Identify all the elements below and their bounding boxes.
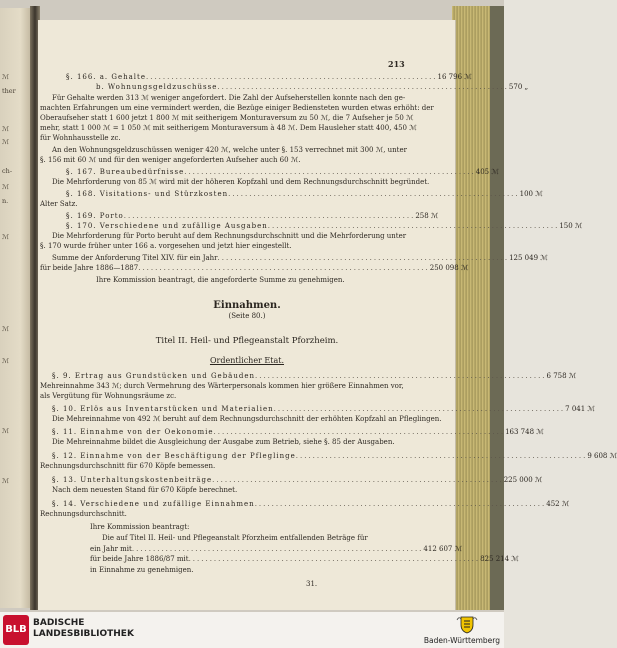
left-fragment: ther (2, 87, 16, 95)
row-label: §. 13. Unterhaltungskostenbeiträge (52, 476, 213, 484)
row-label: Summe der Anforderung Titel XIV. für ein Jahr (52, 254, 218, 262)
library-name-line: BADISCHE (33, 618, 85, 628)
paragraph-line: Alter Satz. (40, 200, 78, 208)
ledger-row: für beide Jahre 1886—1887 ..................................................................... 250 098 ℳ (40, 264, 469, 272)
row-value: 7 041 ℳ (565, 405, 595, 413)
ledger-row: b. Wohnungsgeldzuschüsse ..................................................................... 570 „ (96, 83, 529, 91)
paragraph-line: Die Mehrforderung von 85 ℳ wird mit der höheren Kopfzahl und dem Rechnungsdurchschnitt begründet. (52, 178, 430, 186)
motion-intro: Ihre Kommission beantragt: (90, 523, 190, 531)
ledger-row: §. 169. Porto ..................................................................... 258 ℳ (66, 212, 439, 220)
paragraph-line: §. 156 mit 60 ℳ und für den weniger angeforderten Aufseher auch 60 ℳ. (40, 156, 301, 164)
ledger-row: §. 13. Unterhaltungskostenbeiträge ..................................................................... 225 000 ℳ (52, 476, 543, 484)
row-value: 452 ℳ (546, 500, 570, 508)
library-name-line: LANDESBIBLIOTHEK (33, 629, 134, 639)
row-value: 250 098 ℳ (429, 264, 469, 272)
ledger-row: §. 12. Einnahme von der Beschäftigung der Pfleglinge ..................................................................... 9 608 ℳ (52, 452, 617, 460)
row-value: 6 758 ℳ (546, 372, 577, 380)
ledger-row: §. 170. Verschiedene und zufällige Ausgaben ..................................................................... 150 ℳ (66, 222, 583, 230)
left-fragment: ch- (2, 167, 13, 175)
row-value: 163 748 ℳ (505, 428, 544, 436)
paragraph-line: als Vergütung für Wohnungsräume zc. (40, 392, 177, 400)
row-label: für beide Jahre 1886—1887 (40, 264, 139, 272)
row-label: §. 11. Einnahme von der Oekonomie (52, 428, 214, 436)
left-fragment: ℳ (2, 125, 9, 133)
row-value: 225 000 ℳ (503, 476, 543, 484)
ledger-row: §. 9. Ertrag aus Grundstücken und Gebäuden ..................................................................... 6 758 ℳ (52, 372, 577, 380)
paragraph-line: Ihre Kommission beantragt, die angeforderte Summe zu genehmigen. (96, 276, 345, 284)
state-label: Baden-Württemberg (423, 636, 500, 645)
row-label: für beide Jahre 1886/87 mit (90, 555, 189, 563)
ledger-row: §. 10. Erlös aus Inventarstücken und Materialien ..................................................................... 7 041 ℳ (52, 405, 595, 413)
paragraph-line: mehr, statt 1 000 ℳ = 1 050 ℳ mit seitherigem Monturaversum à 48 ℳ. Dem Hausleher statt 400, 450 ℳ (40, 124, 417, 132)
ledger-row: §. 166. a. Gehalte ..................................................................... 16 796 ℳ (66, 73, 472, 81)
ledger-row: für beide Jahre 1886/87 mit ..................................................................... 825 214 ℳ (90, 555, 519, 563)
left-fragment: ℳ (2, 357, 9, 365)
paragraph-line: An den Wohnungsgeldzuschüssen weniger 420 ℳ, welche unter §. 153 verrechnet mit 300 ℳ, unter (52, 146, 407, 154)
paragraph-line: Rechnungsdurchschnitt. (40, 510, 127, 518)
sheet-mark: 31. (306, 580, 318, 588)
paragraph-line: Die Mehreinnahme bildet die Ausgleichung der Ausgabe zum Betrieb, siehe §. 85 der Ausgaben. (52, 438, 395, 446)
row-label: §. 168. Visitations- und Stürzkosten (66, 190, 229, 198)
ledger-row: §. 167. Bureaubedürfnisse ..................................................................... 405 ℳ (66, 168, 499, 176)
paragraph-line: für Wohnhausstelle zc. (40, 134, 121, 142)
row-value: 100 ℳ (519, 190, 543, 198)
paragraph-line: Die Mehreinnahme von 492 ℳ beruht auf dem Rechnungsdurchschnitt der erhöhten Kopfzahl an Pfleglingen. (52, 415, 442, 423)
ledger-row: §. 14. Verschiedene und zufällige Einnahmen ..................................................................... 452 ℳ (52, 500, 570, 508)
paragraph-line: Für Gehalte werden 313 ℳ weniger angefordert. Die Zahl der Aufseherstellen konnte nach den ge- (52, 94, 406, 102)
paragraph-line: Mehreinnahme 343 ℳ; durch Vermehrung des Wärterpersonals kommen hier größere Einnahmen vor, (40, 382, 404, 390)
row-value: 570 „ (508, 83, 529, 91)
row-value: 9 608 ℳ (587, 452, 617, 460)
paragraph-line: Die Mehrforderung für Porto beruht auf dem Rechnungsdurchschnitt und die Mehrforderung unter (52, 232, 407, 240)
row-label: §. 170. Verschiedene und zufällige Ausgaben (66, 222, 268, 230)
row-value: 825 214 ℳ (480, 555, 519, 563)
row-value: 405 ℳ (475, 168, 499, 176)
row-label: ein Jahr mit (90, 545, 132, 553)
left-fragment: ℳ (2, 477, 9, 485)
section-heading: Einnahmen. (213, 300, 281, 311)
paragraph-line: §. 170 wurde früher unter 166 a. vorgesehen und jetzt hier eingestellt. (40, 242, 292, 250)
left-page-edge (0, 8, 34, 608)
left-fragment: ℳ (2, 427, 9, 435)
left-fragment: ℳ (2, 73, 9, 81)
library-footer (0, 612, 504, 648)
row-label: §. 12. Einnahme von der Beschäftigung der Pfleglinge (52, 452, 296, 460)
baden-wuerttemberg-crest-icon[interactable] (454, 614, 480, 634)
paragraph-line: machten Erfahrungen um eine vermindert werden, die Bezüge einiger Bediensteten wurden etwas erhöht: der (40, 104, 434, 112)
section-subtitle: Ordentlicher Etat. (209, 356, 285, 365)
row-label: §. 10. Erlös aus Inventarstücken und Materialien (52, 405, 274, 413)
left-fragment: ℳ (2, 183, 9, 191)
row-value: 16 796 ℳ (437, 73, 472, 81)
row-label: §. 167. Bureaubedürfnisse (66, 168, 185, 176)
page-number: 213 (388, 59, 405, 69)
section-page-ref: (Seite 80.) (228, 312, 266, 320)
left-fragment: ℳ (2, 325, 9, 333)
motion-line: Die auf Titel II. Heil- und Pflegeanstalt Pforzheim entfallenden Beträge für (102, 534, 368, 542)
book-cover-edge (490, 6, 504, 610)
row-label: §. 166. a. Gehalte (66, 73, 146, 81)
paragraph-line: Nach dem neuesten Stand für 670 Köpfe berechnet. (52, 486, 238, 494)
paragraph-line: Rechnungsdurchschnitt für 670 Köpfe bemessen. (40, 462, 216, 470)
row-label: §. 14. Verschiedene und zufällige Einnahmen (52, 500, 255, 508)
ledger-row: §. 11. Einnahme von der Oekonomie ..................................................................... 163 748 ℳ (52, 428, 544, 436)
row-label: b. Wohnungsgeldzuschüsse (96, 83, 218, 91)
row-value: 125 049 ℳ (509, 254, 548, 262)
left-fragment: n. (2, 197, 9, 205)
document-page (38, 20, 617, 610)
library-name[interactable] (33, 618, 134, 640)
ledger-row: §. 168. Visitations- und Stürzkosten ..................................................................... 100 ℳ (66, 190, 543, 198)
ledger-row: ein Jahr mit ..................................................................... 412 607 ℳ (90, 545, 463, 553)
left-fragment: ℳ (2, 233, 9, 241)
blb-logo[interactable]: BLB (3, 615, 29, 645)
row-label: §. 169. Porto (66, 212, 124, 220)
row-value: 412 607 ℳ (423, 545, 463, 553)
row-value: 258 ℳ (415, 212, 439, 220)
section-title: Titel II. Heil- und Pflegeanstalt Pforzheim. (155, 336, 339, 346)
left-fragment: ℳ (2, 138, 9, 146)
row-label: §. 9. Ertrag aus Grundstücken und Gebäuden (52, 372, 255, 380)
paragraph-line: Oberaufseher statt 1 600 jetzt 1 800 ℳ mit seitherigem Monturaversum zu 50 ℳ, die 7 Aufseher je 50 ℳ (40, 114, 414, 122)
motion-line: in Einnahme zu genehmigen. (90, 566, 194, 574)
row-value: 150 ℳ (559, 222, 583, 230)
ledger-row: Summe der Anforderung Titel XIV. für ein Jahr ..................................................................... 125 049 ℳ (52, 254, 548, 262)
